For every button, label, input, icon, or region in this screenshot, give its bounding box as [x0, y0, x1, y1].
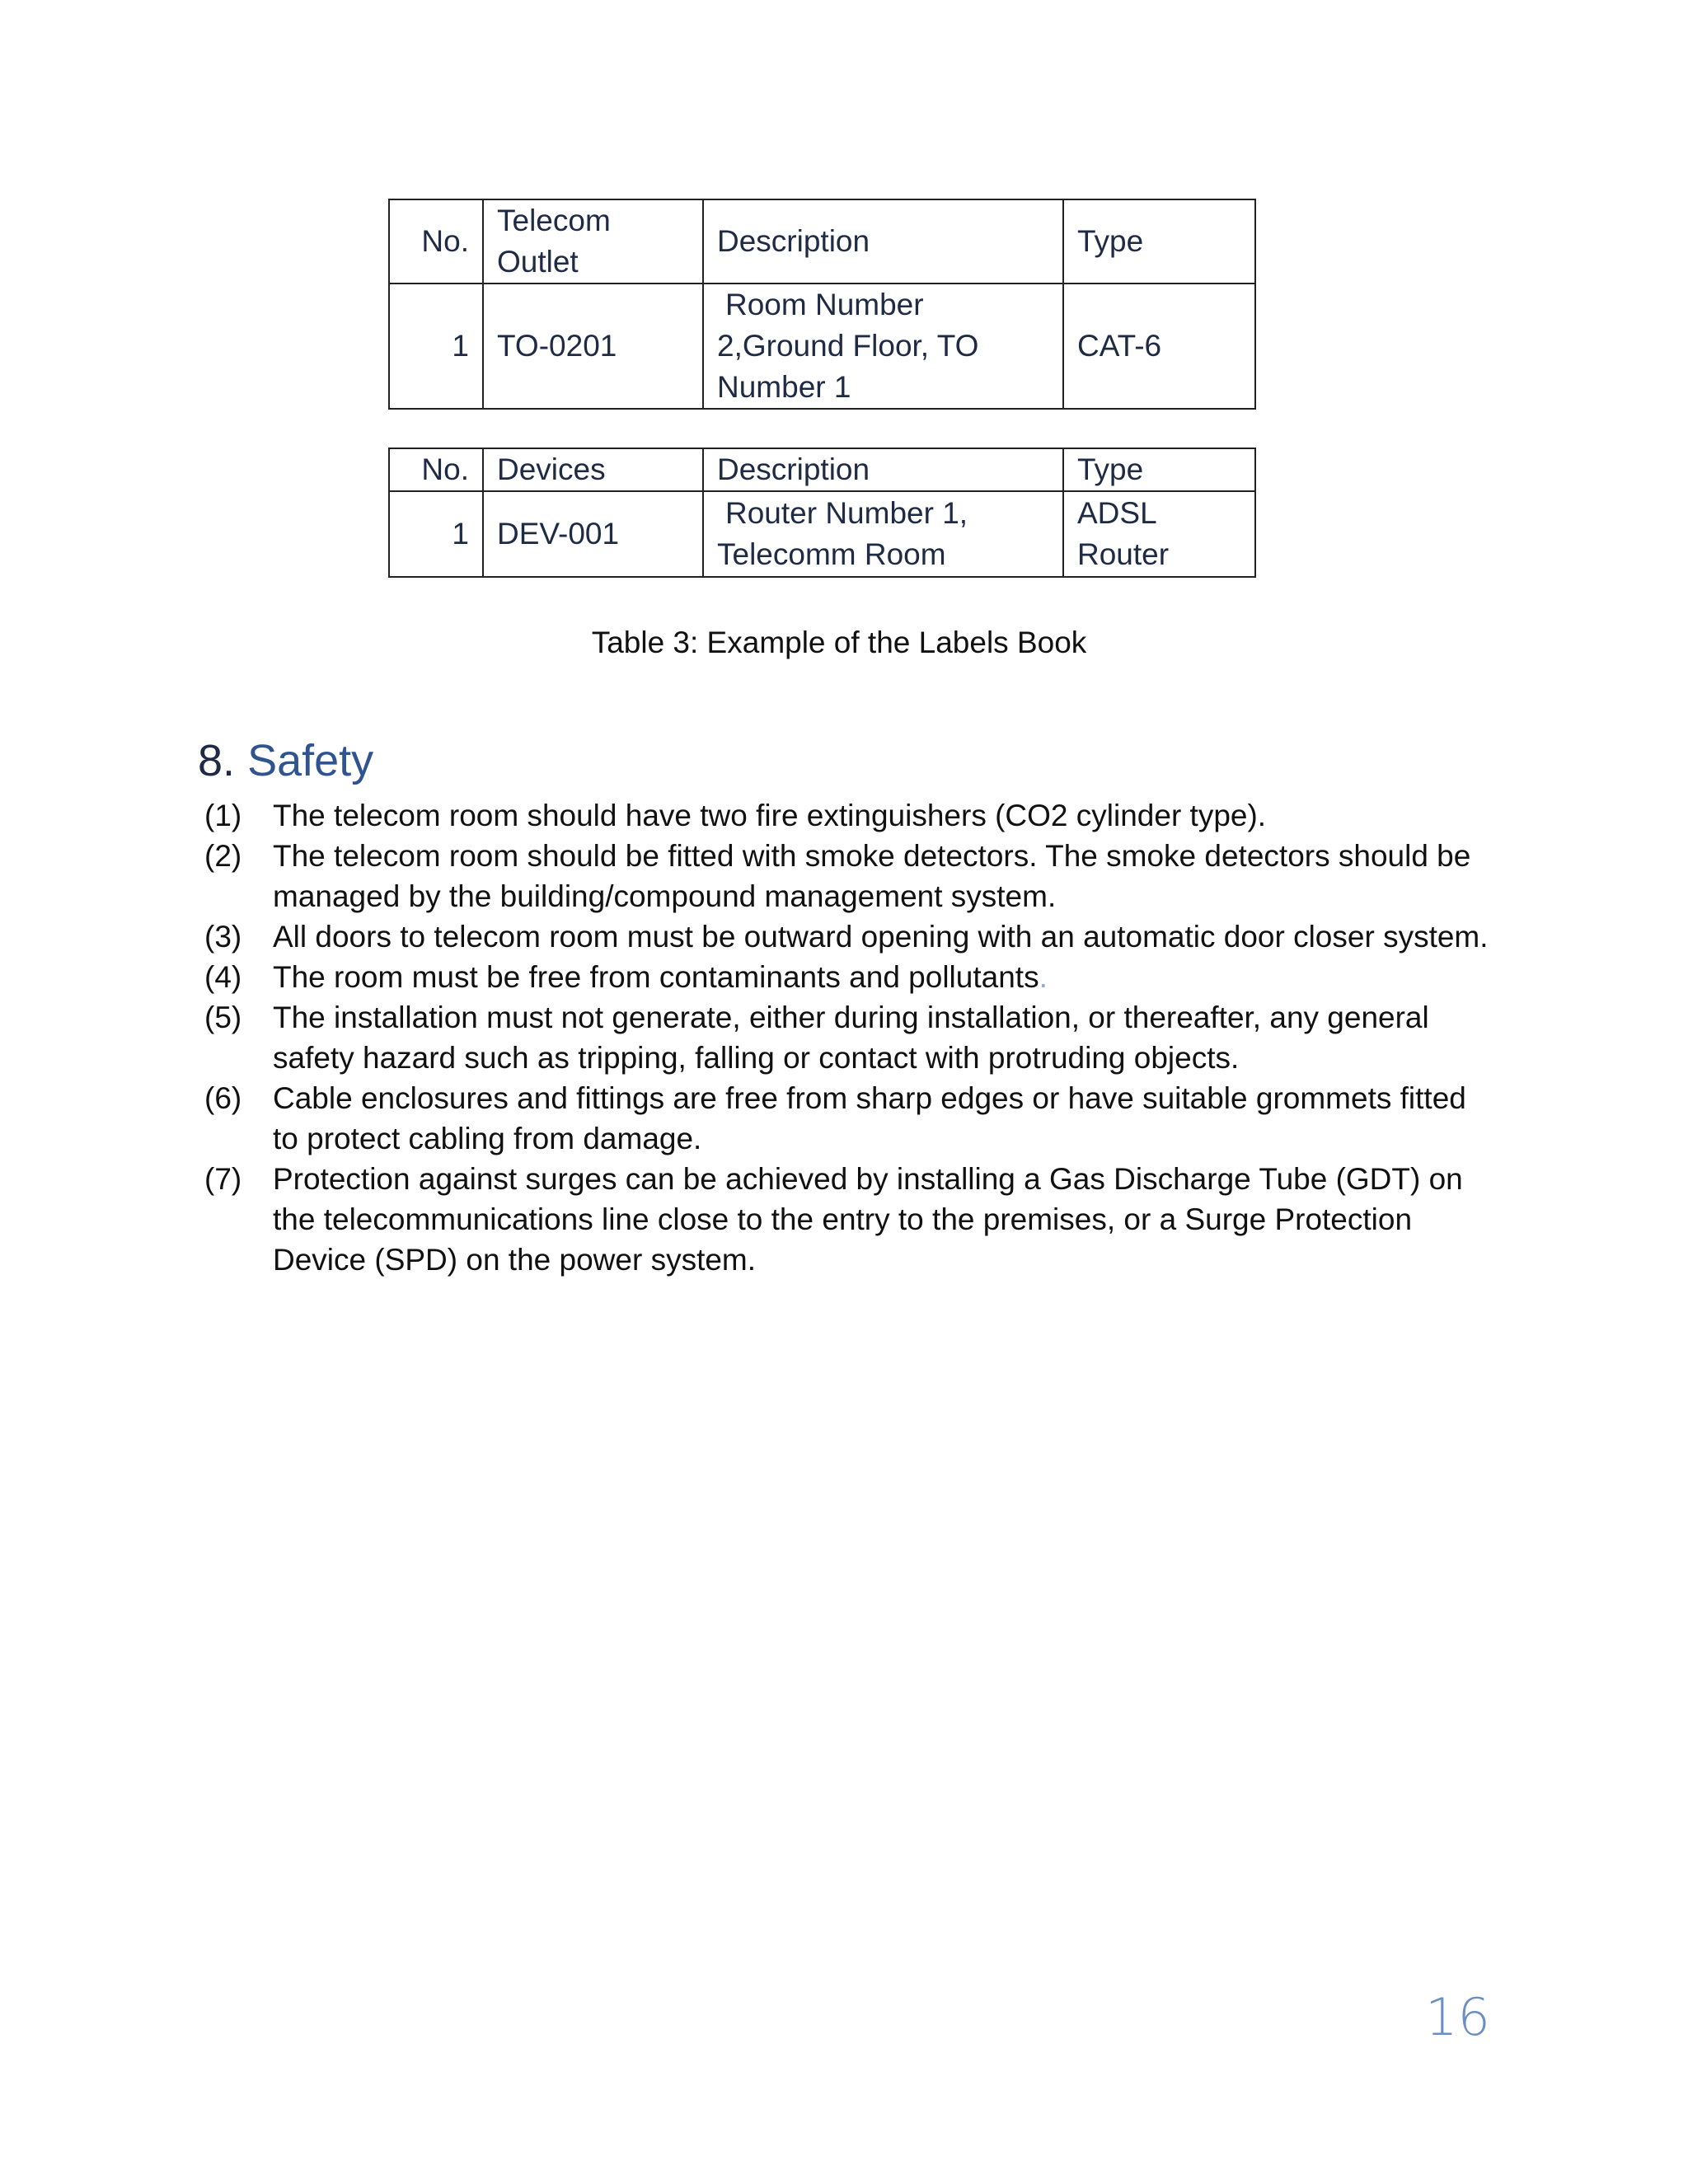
description-line: Router Number 1, [725, 496, 968, 530]
header-type: Type [1063, 448, 1255, 491]
list-item-text: All doors to telecom room must be outward opening with an automatic door closer system. [273, 920, 1489, 954]
table-header-row [389, 199, 1255, 284]
list-item-period: . [1039, 960, 1048, 994]
list-marker: (1) [204, 799, 242, 832]
list-item [204, 997, 1490, 1078]
header-description: Description [703, 448, 1063, 491]
header-telecom-outlet [483, 199, 703, 284]
list-item [204, 957, 1490, 997]
cell-no: 1 [389, 284, 483, 409]
list-marker: (6) [204, 1081, 242, 1115]
section-title: Safety [247, 736, 374, 785]
description-line: Number 1 [717, 370, 851, 404]
type-line: Router [1077, 537, 1170, 571]
safety-list [204, 795, 1490, 1280]
table-row [389, 491, 1255, 577]
list-item-text: The installation must not generate, either during installation, or thereafter, any general safety hazard such as tripping, falling or contact with protruding objects. [273, 1001, 1429, 1075]
header-outlet-line: Telecom [497, 204, 611, 237]
description-line: Room Number [725, 288, 924, 321]
cell-type: CAT-6 [1063, 284, 1255, 409]
header-devices: Devices [483, 448, 703, 491]
table-row [389, 284, 1255, 409]
list-marker: (3) [204, 920, 242, 954]
list-marker: (4) [204, 960, 242, 994]
header-no: No. [389, 448, 483, 491]
header-description: Description [703, 199, 1063, 284]
table-caption: Table 3: Example of the Labels Book [591, 626, 1087, 659]
cell-description [703, 491, 1063, 577]
list-item-text: The telecom room should be fitted with smoke detectors. The smoke detectors should be managed by the building/compound management system. [273, 839, 1471, 913]
list-item [204, 916, 1490, 957]
description-line: Telecomm Room [717, 537, 946, 571]
list-item-text: Protection against surges can be achieved by installing a Gas Discharge Tube (GDT) on the telecommunications line close to the entry to the premises, or a Surge Protection Device (SPD) on the power system. [273, 1162, 1463, 1277]
section-number: 8. [198, 736, 236, 785]
cell-no: 1 [389, 491, 483, 577]
section-heading [198, 732, 373, 790]
list-marker: (2) [204, 839, 242, 873]
list-marker: (7) [204, 1162, 242, 1196]
table-header-row [389, 448, 1255, 491]
list-item [204, 795, 1490, 836]
list-item-text: Cable enclosures and fittings are free from sharp edges or have suitable grommets fitted to protect cabling from damage. [273, 1081, 1466, 1155]
list-item-text: The telecom room should have two fire extinguishers (CO2 cylinder type). [273, 799, 1267, 832]
list-item [204, 1078, 1490, 1159]
cell-outlet: TO-0201 [483, 284, 703, 409]
header-no: No. [389, 199, 483, 284]
page-number: 16 [1425, 1987, 1490, 2047]
list-marker: (5) [204, 1001, 242, 1034]
cell-description [703, 284, 1063, 409]
type-line: ADSL [1077, 496, 1157, 530]
cell-device: DEV-001 [483, 491, 703, 577]
header-type: Type [1063, 199, 1255, 284]
list-item-text: The room must be free from contaminants and pollutants [273, 960, 1039, 994]
list-item [204, 836, 1490, 916]
telecom-outlets-table [388, 199, 1256, 410]
devices-table [388, 448, 1256, 578]
description-line: 2,Ground Floor, TO [717, 329, 979, 363]
list-item [204, 1159, 1490, 1280]
cell-type [1063, 491, 1255, 577]
header-outlet-line: Outlet [497, 245, 579, 279]
